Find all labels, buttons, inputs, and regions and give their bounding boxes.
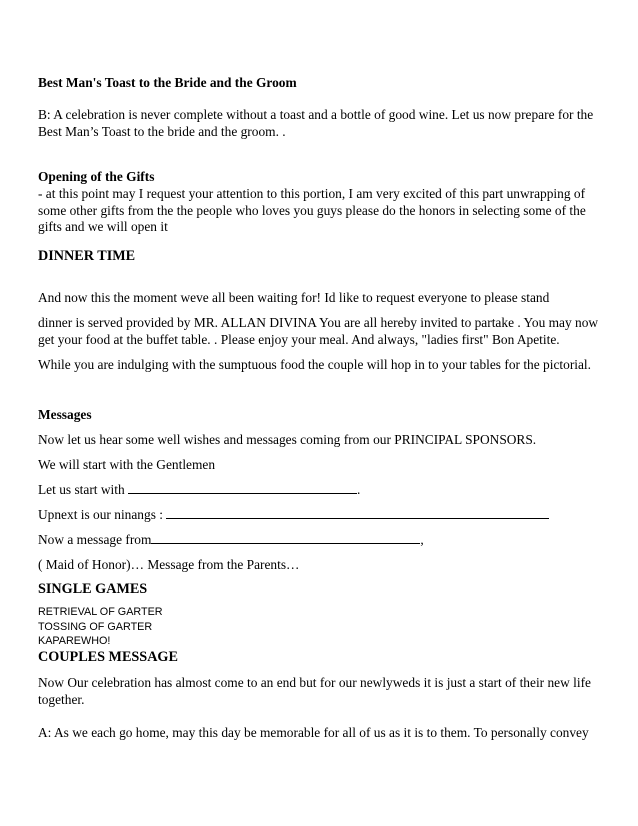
- messages-line-3-prefix: Let us start with: [38, 482, 129, 497]
- messages-line-4-prefix: Upnext is our ninangs :: [38, 507, 167, 522]
- messages-line-6: ( Maid of Honor)… Message from the Parents…: [38, 557, 300, 572]
- messages-line-3-suffix: .: [357, 482, 361, 497]
- gifts-line-3: gifts and we will open it: [38, 219, 168, 234]
- gifts-line-2: some other gifts from the the people who loves you guys please do the honors in selecting some of the: [38, 203, 586, 218]
- toast-line-1: B: A celebration is never complete without a toast and a bottle of good wine. Let us now prepare for the: [38, 107, 594, 122]
- couples-heading: COUPLES MESSAGE: [38, 649, 178, 665]
- gifts-heading: Opening of the Gifts: [38, 169, 155, 184]
- couples-line-1: Now Our celebration has almost come to an end but for our newlyweds it is just a start of their new life: [38, 675, 591, 690]
- ninangs-name-blank[interactable]: [166, 507, 549, 519]
- toast-heading: Best Man's Toast to the Bride and the Groom: [38, 75, 297, 90]
- games-item-2: TOSSING OF GARTER: [38, 621, 153, 633]
- messages-heading: Messages: [38, 407, 92, 422]
- dinner-heading: DINNER TIME: [38, 248, 136, 264]
- messages-line-2: We will start with the Gentlemen: [38, 457, 216, 472]
- message-from-blank[interactable]: [151, 532, 420, 544]
- couples-line-3: A: As we each go home, may this day be memorable for all of us as it is to them. To personally convey: [38, 725, 589, 740]
- dinner-line-4: While you are indulging with the sumptuous food the couple will hop in to your tables for the pictorial.: [38, 357, 592, 372]
- dinner-line-1: And now this the moment weve all been waiting for! Id like to request everyone to please stand: [38, 290, 550, 305]
- toast-line-2: Best Man’s Toast to the bride and the groom. .: [38, 124, 286, 139]
- dinner-line-2: dinner is served provided by MR. ALLAN DIVINA You are all hereby invited to partake . You may now: [38, 315, 599, 330]
- messages-line-5: [38, 531, 424, 548]
- games-heading: SINGLE GAMES: [38, 581, 148, 597]
- messages-line-3: [38, 481, 360, 498]
- games-item-1: RETRIEVAL OF GARTER: [38, 606, 163, 618]
- messages-line-5-suffix: ,: [420, 532, 424, 547]
- messages-line-5-prefix: Now a message from: [38, 532, 152, 547]
- games-item-3: KAPAREWHO!: [38, 635, 111, 647]
- sponsor-name-blank[interactable]: [128, 482, 357, 494]
- couples-line-2: together.: [38, 692, 85, 707]
- messages-line-1: Now let us hear some well wishes and messages coming from our PRINCIPAL SPONSORS.: [38, 432, 537, 447]
- dinner-line-3: get your food at the buffet table. . Please enjoy your meal. And always, "ladies first" Bon Apetite.: [38, 332, 560, 347]
- gifts-line-1: - at this point may I request your attention to this portion, I am very excited of this part unwrapping of: [38, 186, 586, 201]
- messages-line-4: [38, 506, 549, 523]
